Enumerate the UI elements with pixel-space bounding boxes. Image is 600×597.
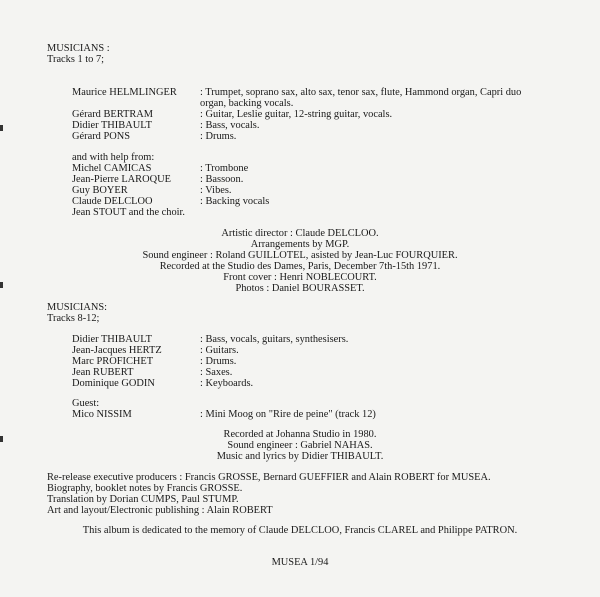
credit-line: Recorded at Johanna Studio in 1980. bbox=[223, 429, 377, 440]
helper-role: : Vibes. bbox=[200, 185, 232, 196]
member-role: : Saxes. bbox=[200, 367, 233, 378]
helper-role: : Bassoon. bbox=[200, 174, 244, 185]
section2-tracks: Tracks 8-12; bbox=[47, 313, 100, 324]
scan-edge-mark bbox=[0, 125, 3, 131]
helper-name: Jean-Pierre LAROQUE bbox=[72, 174, 171, 185]
helper-name: Jean STOUT and the choir. bbox=[72, 207, 186, 218]
credit-line: Sound engineer : Gabriel NAHAS. bbox=[227, 440, 373, 451]
catalog-number: MUSEA 1/94 bbox=[271, 557, 329, 568]
credit-line: Sound engineer : Roland GUILLOTEL, asisted by Jean-Luc FOURQUIER. bbox=[142, 250, 458, 261]
member-name: Gérard PONS bbox=[72, 131, 131, 142]
guest-role: : Mini Moog on "Rire de peine" (track 12) bbox=[200, 409, 376, 420]
credit-line: Recorded at the Studio des Dames, Paris, December 7th-15th 1971. bbox=[159, 261, 441, 272]
help-heading: and with help from: bbox=[72, 152, 155, 163]
credit-line: Arrangements by MGP. bbox=[250, 239, 350, 250]
helper-name: Guy BOYER bbox=[72, 185, 128, 196]
scan-edge-mark bbox=[0, 436, 3, 442]
section1-tracks: Tracks 1 to 7; bbox=[47, 54, 105, 65]
member-role: : Guitar, Leslie guitar, 12-string guitar, vocals. bbox=[200, 109, 393, 120]
helper-role: : Trombone bbox=[200, 163, 249, 174]
member-role: : Bass, vocals. bbox=[200, 120, 260, 131]
member-name: Maurice HELMLINGER bbox=[72, 87, 177, 98]
guest-heading: Guest: bbox=[72, 398, 100, 409]
credit-line: Front cover : Henri NOBLECOURT. bbox=[223, 272, 377, 283]
helper-role: : Backing vocals bbox=[200, 196, 270, 207]
credit-line: Artistic director : Claude DELCLOO. bbox=[221, 228, 379, 239]
member-role: : Drums. bbox=[200, 356, 237, 367]
credit-line: Photos : Daniel BOURASSET. bbox=[235, 283, 365, 294]
section2-heading: MUSICIANS: bbox=[47, 302, 108, 313]
member-role: : Bass, vocals, guitars, synthesisers. bbox=[200, 334, 349, 345]
member-role: : Guitars. bbox=[200, 345, 239, 356]
member-name: Didier THIBAULT bbox=[72, 120, 152, 131]
section1-heading: MUSICIANS : bbox=[47, 43, 110, 54]
member-name: Marc PROFICHET bbox=[72, 356, 154, 367]
helper-name: Claude DELCLOO bbox=[72, 196, 153, 207]
scan-edge-mark bbox=[0, 282, 3, 288]
member-name: Didier THIBAULT bbox=[72, 334, 152, 345]
member-role: : Drums. bbox=[200, 131, 237, 142]
helper-name: Michel CAMICAS bbox=[72, 163, 152, 174]
member-name: Jean-Jacques HERTZ bbox=[72, 345, 162, 356]
member-role: : Keyboards. bbox=[200, 378, 254, 389]
member-name: Gérard BERTRAM bbox=[72, 109, 154, 120]
footer-credit: Biography, booklet notes by Francis GROSSE. bbox=[47, 483, 243, 494]
member-name: Jean RUBERT bbox=[72, 367, 134, 378]
member-role: : Trumpet, soprano sax, alto sax, tenor sax, flute, Hammond organ, Capri duo organ, backing vocals. bbox=[200, 87, 522, 109]
guest-name: Mico NISSIM bbox=[72, 409, 132, 420]
member-name: Dominique GODIN bbox=[72, 378, 155, 389]
footer-credit: Re-release executive producers : Francis GROSSE, Bernard GUEFFIER and Alain ROBERT for MUSEA. bbox=[47, 472, 491, 483]
credit-line: Music and lyrics by Didier THIBAULT. bbox=[216, 451, 384, 462]
dedication: This album is dedicated to the memory of Claude DELCLOO, Francis CLAREL and Philippe PATRON. bbox=[82, 525, 518, 536]
footer-credit: Art and layout/Electronic publishing : Alain ROBERT bbox=[47, 505, 273, 516]
footer-credit: Translation by Dorian CUMPS, Paul STUMP. bbox=[47, 494, 239, 505]
